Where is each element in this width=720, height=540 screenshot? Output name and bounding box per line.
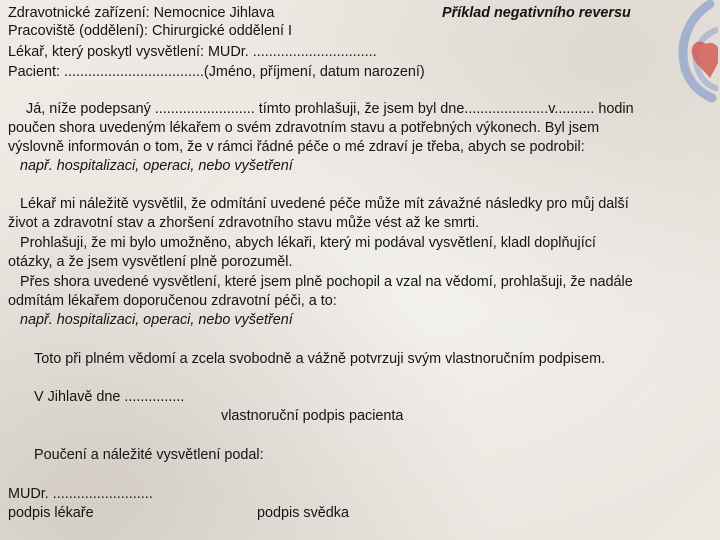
consequences-line-2: život a zdravotní stav a zhoršení zdravotního stavu může vést až ke smrti. xyxy=(8,215,480,231)
document-title: Příklad negativního reversu xyxy=(442,5,631,21)
questions-line-1: Prohlašuji, že mi bylo umožněno, abych lékaři, který mi podával vysvětlení, kladl doplňující xyxy=(20,235,596,251)
patient-signature-label: vlastnoruční podpis pacienta xyxy=(221,408,404,424)
refusal-line-2: odmítám lékařem doporučenou zdravotní péči, a to: xyxy=(8,293,337,309)
declaration-line-3: výslovně informován o tom, že v rámci řádné péče o mé zdraví je třeba, abych se podrobil: xyxy=(8,139,585,155)
department-line: Pracoviště (oddělení): Chirurgické oddělení I xyxy=(8,23,292,39)
hospital-logo-icon xyxy=(658,0,718,120)
refusal-line-1: Přes shora uvedené vysvětlení, které jsem plně pochopil a vzal na vědomí, prohlašuji, že nadále xyxy=(20,274,633,290)
instruction-line: Poučení a náležité vysvětlení podal: xyxy=(34,447,264,463)
confirmation-line: Toto při plném vědomí a zcela svobodně a vážně potvrzuji svým vlastnoručním podpisem. xyxy=(34,351,606,367)
declaration-line-1: Já, níže podepsaný ......................... tímto prohlašuji, že jsem byl dne.....................v.......... hodin xyxy=(26,101,634,117)
witness-signature-label: podpis svědka xyxy=(257,505,350,521)
facility-line: Zdravotnické zařízení: Nemocnice Jihlava xyxy=(8,5,275,21)
questions-line-2: otázky, a že jsem vysvětlení plně porozuměl. xyxy=(8,254,293,270)
place-date-line: V Jihlavě dne ............... xyxy=(34,389,185,405)
example-procedures-1: např. hospitalizaci, operaci, nebo vyšetření xyxy=(20,158,293,174)
doctor-name-line: MUDr. ......................... xyxy=(8,486,153,502)
doctor-signature-label: podpis lékaře xyxy=(8,505,94,521)
declaration-line-2: poučen shora uvedeným lékařem o svém zdravotním stavu a potřebných výkonech. Byl jsem xyxy=(8,120,600,136)
example-procedures-2: např. hospitalizaci, operaci, nebo vyšetření xyxy=(20,312,293,328)
patient-line: Pacient: ...................................(Jméno, příjmení, datum narození) xyxy=(8,64,425,80)
doctor-line: Lékař, který poskytl vysvětlení: MUDr. ............................... xyxy=(8,44,377,60)
consequences-line-1: Lékař mi náležitě vysvětlil, že odmítání uvedené péče může mít závažné následky pro můj další xyxy=(20,196,629,212)
